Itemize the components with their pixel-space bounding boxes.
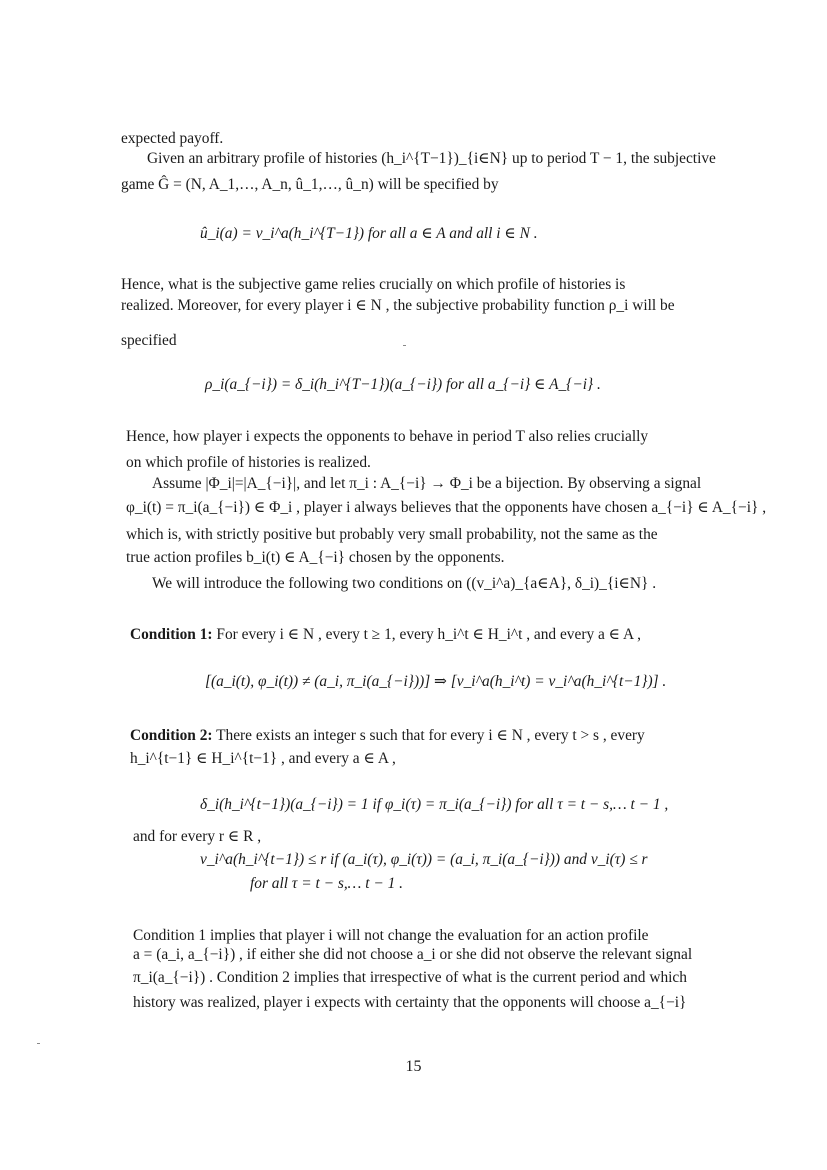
- text-line-03: game Ĝ = (N, A_1,…, A_n, û_1,…, û_n) will be specified by: [121, 176, 499, 193]
- text-line-27: history was realized, player i expects with certainty that the opponents will choose a_{−i}: [133, 994, 687, 1011]
- condition-1-line: Condition 1: For every i ∈ N , every t ≥ 1, every h_i^t ∈ H_i^t , and every a ∈ A ,: [130, 626, 642, 643]
- equation-condition-1: [(a_i(t), φ_i(t)) ≠ (a_i, π_i(a_{−i}))] ⇒ [v_i^a(h_i^t) = v_i^a(h_i^{t−1})] .: [205, 673, 667, 690]
- text-line-02: Given an arbitrary profile of histories (h_i^{T−1})_{i∈N} up to period T − 1, the subjective: [147, 150, 716, 167]
- text-line-15: We will introduce the following two conditions on ((v_i^a)_{a∈A}, δ_i)_{i∈N} .: [152, 575, 657, 592]
- condition-2-line: Condition 2: There exists an integer s such that for every i ∈ N , every t > s , every: [130, 727, 645, 744]
- text-line-10: on which profile of histories is realized.: [126, 454, 371, 471]
- condition-2-label: Condition 2:: [130, 727, 213, 744]
- text-line-14: true action profiles b_i(t) ∈ A_{−i} chosen by the opponents.: [126, 549, 505, 566]
- text-line-06: realized. Moreover, for every player i ∈ N , the subjective probability function ρ_i will be: [121, 297, 675, 314]
- text-line-19: h_i^{t−1} ∈ H_i^{t−1} , and every a ∈ A ,: [130, 750, 396, 767]
- condition-1-label: Condition 1:: [130, 626, 213, 643]
- text-line-26: π_i(a_{−i}) . Condition 2 implies that irrespective of what is the current period and which: [133, 969, 687, 986]
- text-line-01: expected payoff.: [121, 130, 224, 147]
- text-line-13: which is, with strictly positive but probably very small probability, not the same as the: [126, 526, 658, 543]
- equation-condition-2a: δ_i(h_i^{t−1})(a_{−i}) = 1 if φ_i(τ) = π_i(a_{−i}) for all τ = t − s,… t − 1 ,: [200, 796, 669, 813]
- text-line-25: a = (a_i, a_{−i}) , if either she did not choose a_i or she did not observe the relevant signal: [133, 946, 693, 963]
- text-line-07: specified: [121, 332, 177, 349]
- text-line-09: Hence, how player i expects the opponents to behave in period T also relies crucially: [126, 428, 649, 445]
- scan-speck: [37, 1043, 40, 1044]
- scan-speck: [403, 345, 406, 346]
- text-line-05: Hence, what is the subjective game relies crucially on which profile of histories is: [121, 276, 626, 293]
- equation-condition-2c: for all τ = t − s,… t − 1 .: [250, 875, 403, 892]
- text-line-12: φ_i(t) = π_i(a_{−i}) ∈ Φ_i , player i always believes that the opponents have chosen a_{−i} ∈ A_{−i} ,: [126, 499, 767, 516]
- text-line-21: and for every r ∈ R ,: [133, 828, 262, 845]
- equation-subjective-payoff: û_i(a) = v_i^a(h_i^{T−1}) for all a ∈ A and all i ∈ N .: [200, 225, 538, 242]
- page-number: 15: [405, 1058, 422, 1075]
- equation-condition-2b: v_i^a(h_i^{t−1}) ≤ r if (a_i(τ), φ_i(τ)) = (a_i, π_i(a_{−i})) and v_i(τ) ≤ r: [200, 851, 648, 868]
- equation-subjective-probability: ρ_i(a_{−i}) = δ_i(h_i^{T−1})(a_{−i}) for all a_{−i} ∈ A_{−i} .: [205, 376, 601, 393]
- text-line-24: Condition 1 implies that player i will not change the evaluation for an action profile: [133, 927, 649, 944]
- text-line-11: Assume |Φ_i|=|A_{−i}|, and let π_i : A_{−i} → Φ_i be a bijection. By observing a signal: [152, 475, 702, 492]
